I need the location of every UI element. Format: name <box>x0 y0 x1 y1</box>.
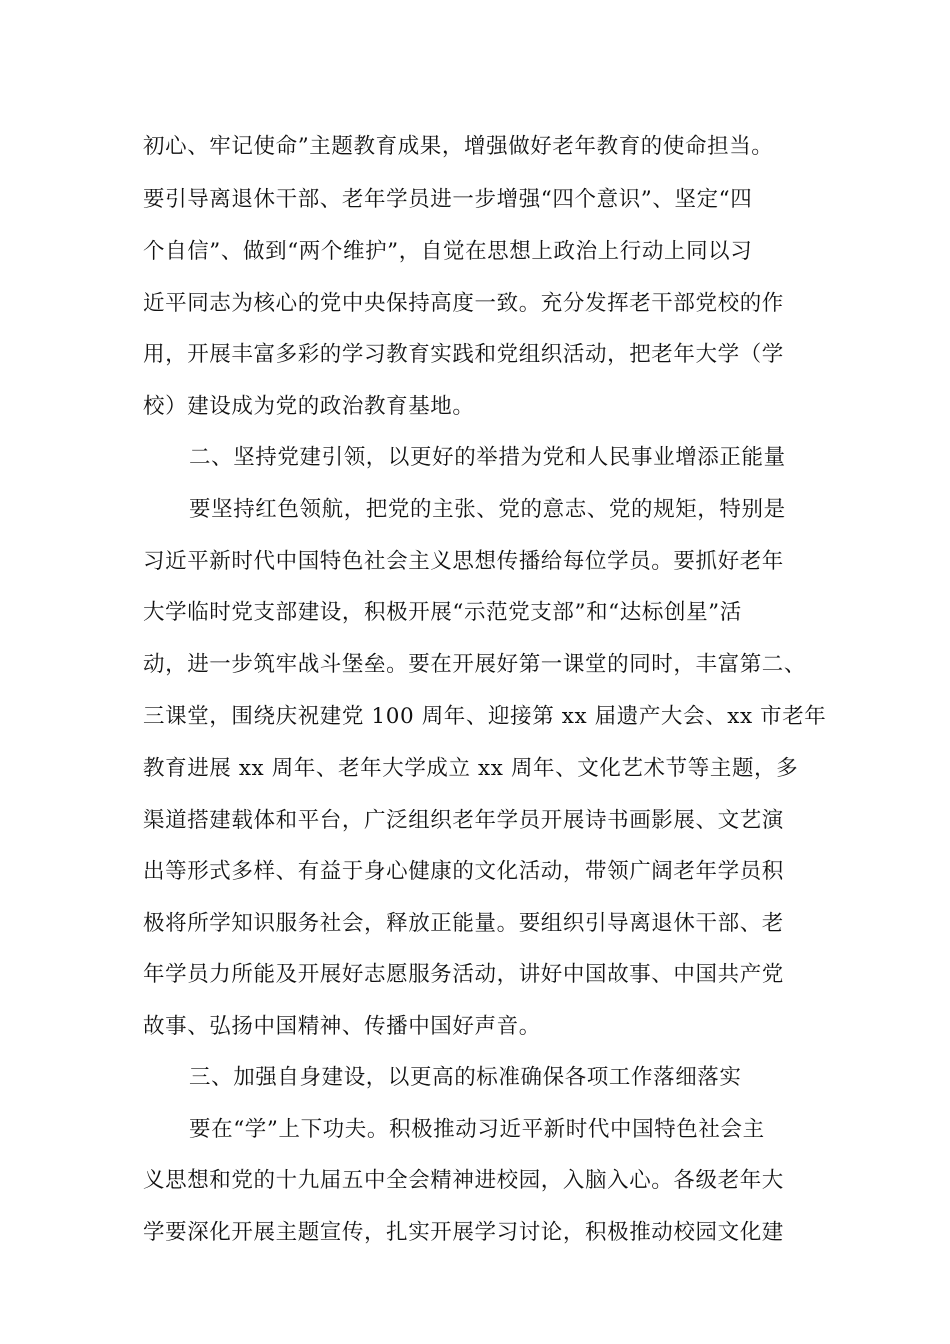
section-heading: 三、加强自身建设，以更高的标准确保各项工作落细落实 <box>189 1065 742 1090</box>
text-line: 三课堂，围绕庆祝建党 100 周年、迎接第 xx 届遗产大会、xx 市老年 <box>143 704 827 729</box>
text-line: 动，进一步筑牢战斗堡垒。要在开展好第一课堂的同时，丰富第二、 <box>143 652 807 677</box>
section-heading: 二、坚持党建引领，以更好的举措为党和人民事业增添正能量 <box>189 445 786 470</box>
text-line: 教育进展 xx 周年、老年大学成立 xx 周年、文化艺术节等主题，多 <box>143 756 799 781</box>
text-line: 故事、弘扬中国精神、传播中国好声音。 <box>143 1014 541 1039</box>
text-line: 义思想和党的十九届五中全会精神进校园，入脑入心。各级老年大 <box>143 1168 784 1193</box>
text-line: 初心、牢记使命”主题教育成果，增强做好老年教育的使命担当。 <box>143 134 774 159</box>
text-line: 近平同志为核心的党中央保持高度一致。充分发挥老干部党校的作 <box>143 291 784 316</box>
text-line: 用，开展丰富多彩的学习教育实践和党组织活动，把老年大学（学 <box>143 342 784 367</box>
text-line: 学要深化开展主题宣传，扎实开展学习讨论，积极推动校园文化建 <box>143 1220 784 1245</box>
text-line: 大学临时党支部建设，积极开展“示范党支部”和“达标创星”活 <box>143 600 742 625</box>
text-line: 要在“学”上下功夫。积极推动习近平新时代中国特色社会主 <box>189 1117 765 1142</box>
text-line: 校）建设成为党的政治教育基地。 <box>143 394 475 419</box>
text-line: 要坚持红色领航，把党的主张、党的意志、党的规矩，特别是 <box>189 497 786 522</box>
text-line: 习近平新时代中国特色社会主义思想传播给每位学员。要抓好老年 <box>143 549 784 574</box>
text-line: 渠道搭建载体和平台，广泛组织老年学员开展诗书画影展、文艺演 <box>143 808 784 833</box>
text-line: 极将所学知识服务社会，释放正能量。要组织引导离退休干部、老 <box>143 911 784 936</box>
text-line: 年学员力所能及开展好志愿服务活动，讲好中国故事、中国共产党 <box>143 962 784 987</box>
text-line: 个自信”、做到“两个维护”，自觉在思想上政治上行动上同以习 <box>143 239 753 264</box>
text-line: 要引导离退休干部、老年学员进一步增强“四个意识”、坚定“四 <box>143 187 753 212</box>
text-line: 出等形式多样、有益于身心健康的文化活动，带领广阔老年学员积 <box>143 859 784 884</box>
